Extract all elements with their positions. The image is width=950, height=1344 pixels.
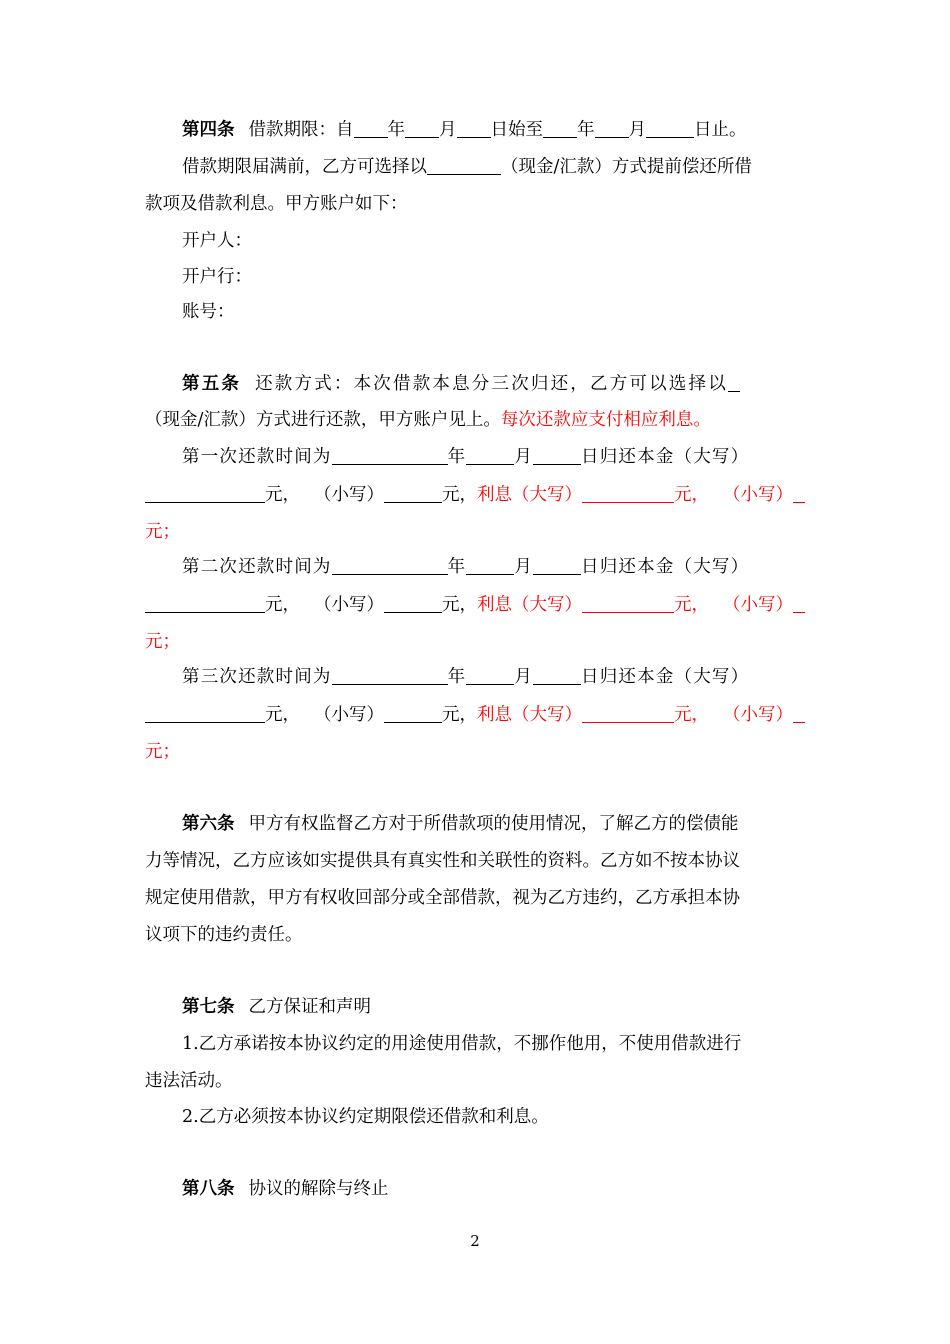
article-6-text: 规定使用借款，甲方有权收回部分或全部借款，视为乙方违约，乙方承担本协 — [145, 888, 740, 908]
article-8-title: 协议的解除与终止 — [248, 1179, 389, 1199]
blank-field[interactable] — [582, 594, 674, 613]
repayment-row-amounts: 元， （小写） 元，利息（大写） 元， （小写） — [145, 483, 810, 507]
repayment-row-amounts: 元， （小写） 元，利息（大写） 元， （小写） — [145, 593, 810, 617]
article-7-line — [182, 995, 810, 1019]
blank-field[interactable] — [384, 594, 442, 613]
article-6-heading: 第六条 — [182, 814, 235, 834]
blank-field[interactable] — [728, 373, 740, 392]
blank-field[interactable] — [533, 446, 581, 465]
article-7-item-1: 1.乙方承诺按本协议约定的用途使用借款，不挪作他用，不使用借款进行 — [182, 1034, 742, 1054]
article-7-heading: 第七条 — [182, 997, 235, 1017]
blank-field[interactable] — [793, 484, 805, 503]
blank-field[interactable] — [466, 556, 514, 575]
article-4-heading: 第四条 — [182, 120, 235, 140]
article-5-line: 第五条 还款方式：本次借款本息分三次归还，乙方可以选择以 — [182, 372, 810, 396]
blank-field[interactable] — [145, 704, 265, 723]
blank-field[interactable] — [145, 484, 265, 503]
page-number: 2 — [470, 1232, 480, 1250]
repayment-row-end: 元； — [145, 522, 180, 542]
blank-field[interactable] — [384, 484, 442, 503]
article-7-item-1-cont: 违法活动。 — [145, 1071, 233, 1091]
blank-field[interactable] — [646, 119, 694, 138]
article-6-text: 议项下的违约责任。 — [145, 925, 303, 945]
blank-field[interactable] — [332, 666, 448, 685]
repayment-row-end: 元； — [145, 632, 180, 652]
interest-note: 每次还款应支付相应利息。 — [500, 410, 711, 430]
article-4-paragraph: 借款期限届满前，乙方可选择以 （现金/汇款）方式提前偿还所借 — [182, 157, 752, 177]
repayment-row-end: 元； — [145, 742, 180, 762]
blank-field[interactable] — [582, 484, 674, 503]
blank-field[interactable] — [793, 704, 805, 723]
blank-field[interactable] — [466, 666, 514, 685]
blank-field[interactable] — [332, 446, 448, 465]
article-4-paragraph-cont: 款项及借款利息。甲方账户如下： — [145, 194, 408, 214]
bank-label: 开户行： — [182, 267, 252, 287]
blank-field[interactable] — [332, 556, 448, 575]
article-8-line — [182, 1177, 810, 1201]
blank-field[interactable] — [595, 119, 629, 138]
account-number-label: 账号： — [182, 302, 235, 322]
repayment-row: 第三次还款时间为 年 月 日归还本金（大写） — [182, 667, 750, 687]
article-5-line-2: （现金/汇款）方式进行还款，甲方账户见上。每次还款应支付相应利息。 — [145, 410, 711, 430]
blank-field[interactable] — [582, 704, 674, 723]
account-holder-label: 开户人： — [182, 231, 252, 251]
blank-field[interactable] — [793, 594, 805, 613]
article-7-item-2: 2.乙方必须按本协议约定期限偿还借款和利息。 — [182, 1107, 549, 1127]
article-6-line: 第六条 甲方有权监督乙方对于所借款项的使用情况，了解乙方的偿债能 — [182, 814, 739, 834]
article-4-line: 第四条 借款期限：自 年 月 日始至 年 月 日止。 — [182, 120, 747, 140]
article-7-title: 乙方保证和声明 — [248, 997, 371, 1017]
blank-field[interactable] — [533, 666, 581, 685]
repayment-row: 第一次还款时间为 年 月 日归还本金（大写） — [182, 447, 750, 467]
blank-field[interactable] — [427, 156, 501, 175]
article-6-text: 力等情况，乙方应该如实提供具有真实性和关联性的资料。乙方如不按本协议 — [145, 851, 740, 871]
blank-field[interactable] — [145, 594, 265, 613]
repayment-row: 第二次还款时间为 年 月 日归还本金（大写） — [182, 557, 750, 577]
blank-field[interactable] — [543, 119, 577, 138]
article-5-heading: 第五条 — [182, 374, 242, 394]
blank-field[interactable] — [533, 556, 581, 575]
blank-field[interactable] — [384, 704, 442, 723]
blank-field[interactable] — [457, 119, 491, 138]
article-8-heading: 第八条 — [182, 1179, 235, 1199]
blank-field[interactable] — [354, 119, 388, 138]
blank-field[interactable] — [466, 446, 514, 465]
blank-field[interactable] — [405, 119, 439, 138]
repayment-row-amounts: 元， （小写） 元，利息（大写） 元， （小写） — [145, 703, 810, 727]
